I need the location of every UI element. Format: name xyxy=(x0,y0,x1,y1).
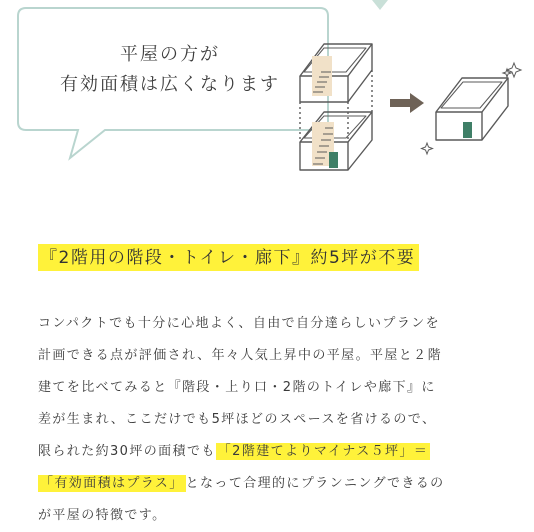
body-line: 差が生まれ、ここだけでも5坪ほどのスペースを省けるので、 xyxy=(38,412,437,427)
bubble-line-1: 平屋の方が xyxy=(120,44,220,65)
corner-decoration xyxy=(372,0,388,10)
highlight-text: 「2階建てよりマイナス５坪」＝ xyxy=(217,444,429,459)
arrow-right-icon xyxy=(390,93,424,113)
body-line: コンパクトでも十分に心地よく、自由で自分達らしいプランを xyxy=(38,316,441,331)
body-line: 計画できる点が評価され、年々人気上昇中の平屋。平屋と２階 xyxy=(38,348,442,363)
illustration xyxy=(0,0,534,200)
body-line xyxy=(38,436,508,468)
body-line: 建てを比べてみると『階段・上り口・2階のトイレや廊下』に xyxy=(38,380,436,395)
body-line: が平屋の特徴です。 xyxy=(38,508,167,523)
body-line xyxy=(38,468,508,500)
highlight-text: 「有効面積はプラス」 xyxy=(40,476,184,491)
section-heading: 『2階用の階段・トイレ・廊下』約5坪が不要 xyxy=(38,244,419,271)
body-text xyxy=(38,308,508,532)
body-text-segment: 限られた約30坪の面積でも xyxy=(38,444,216,459)
bubble-line-2: 有効面積は広くなります xyxy=(60,74,280,95)
body-text-segment: となって合理的にプランニングできるの xyxy=(185,476,445,491)
single-story-house-icon xyxy=(436,78,508,140)
